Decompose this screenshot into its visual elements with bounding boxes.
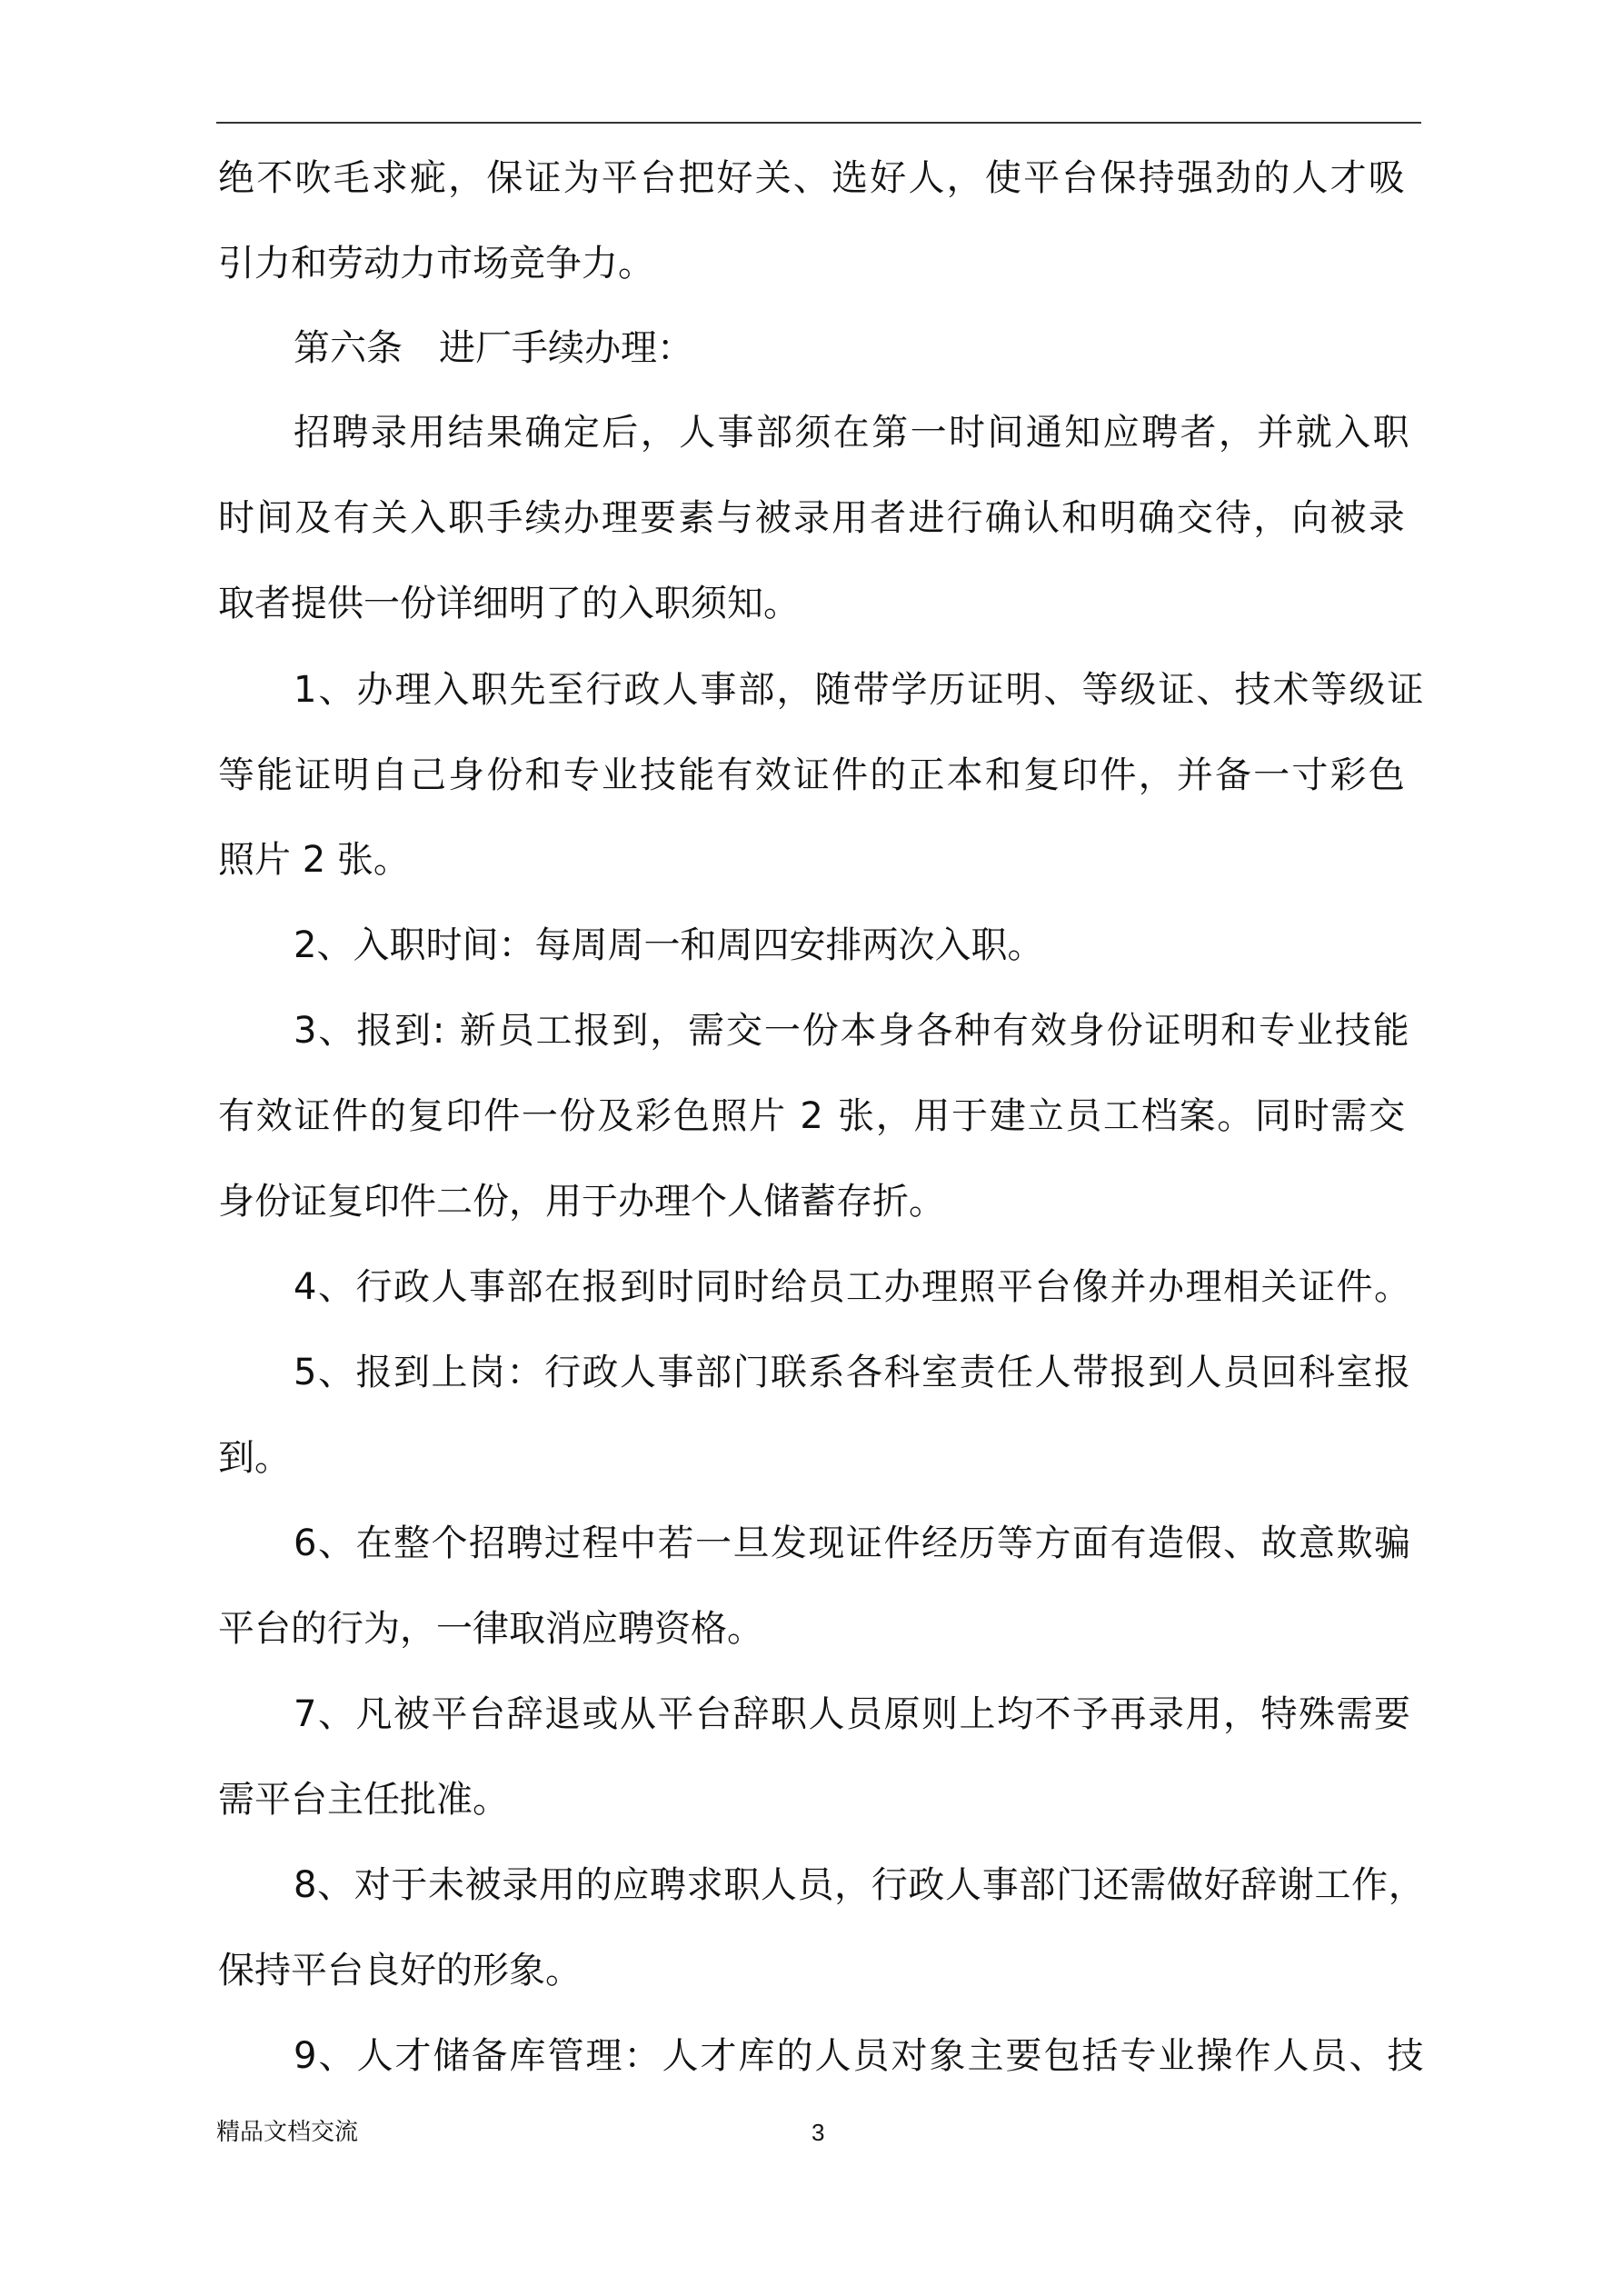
list-item-3-line-2: 有效证件的复印件一份及彩色照片 2 张，用于建立员工档案。同时需交 [218,1095,1407,1137]
header-rule [216,122,1421,124]
body-line-5: 时间及有关入职手续办理要素与被录用者进行确认和明确交待，向被录 [218,497,1407,539]
list-item-4: 4、行政人事部在报到时同时给员工办理照平台像并办理相关证件。 [294,1266,1412,1308]
list-item-1-line-2: 等能证明自己身份和专业技能有效证件的正本和复印件，并备一寸彩色 [218,754,1407,796]
list-item-3-line-1: 3、报到: 新员工报到，需交一份本身各种有效身份证明和专业技能 [294,1010,1411,1052]
list-item-1-line-1: 1、办理入职先至行政人事部，随带学历证明、等级证、技术等级证 [294,669,1426,711]
list-item-9-line-1: 9、人才储备库管理：人才库的人员对象主要包括专业操作人员、技 [294,2035,1426,2077]
body-line-2: 引力和劳动力市场竞争力。 [218,243,654,285]
list-item-1-line-3: 照片 2 张。 [218,839,410,881]
list-item-5-line-2: 到。 [218,1437,291,1479]
article-heading: 第六条 进厂手续办理： [294,327,693,369]
list-item-8-line-2: 保持平台良好的形象。 [218,1950,582,1992]
list-item-7-line-1: 7、凡被平台辞退或从平台辞职人员原则上均不予再录用，特殊需要 [294,1693,1412,1735]
list-item-7-line-2: 需平台主任批准。 [218,1779,509,1821]
list-item-5-line-1: 5、报到上岗：行政人事部门联系各科室责任人带报到人员回科室报 [294,1352,1412,1393]
list-item-8-line-1: 8、对于未被录用的应聘求职人员，行政人事部门还需做好辞谢工作， [294,1864,1426,1906]
list-item-6-line-1: 6、在整个招聘过程中若一旦发现证件经历等方面有造假、故意欺骗 [294,1522,1412,1564]
footer-label: 精品文档交流 [216,2119,359,2146]
list-item-6-line-2: 平台的行为，一律取消应聘资格。 [218,1608,763,1650]
body-line-6: 取者提供一份详细明了的入职须知。 [218,583,800,624]
page-number: 3 [812,2119,825,2146]
body-line-1: 绝不吹毛求疵，保证为平台把好关、选好人，使平台保持强劲的人才吸 [218,157,1407,199]
list-item-2: 2、入职时间：每周周一和周四安排两次入职。 [294,924,1044,966]
body-line-4: 招聘录用结果确定后，人事部须在第一时间通知应聘者，并就入职 [294,412,1411,454]
list-item-3-line-3: 身份证复印件二份，用于办理个人储蓄存折。 [218,1181,945,1223]
